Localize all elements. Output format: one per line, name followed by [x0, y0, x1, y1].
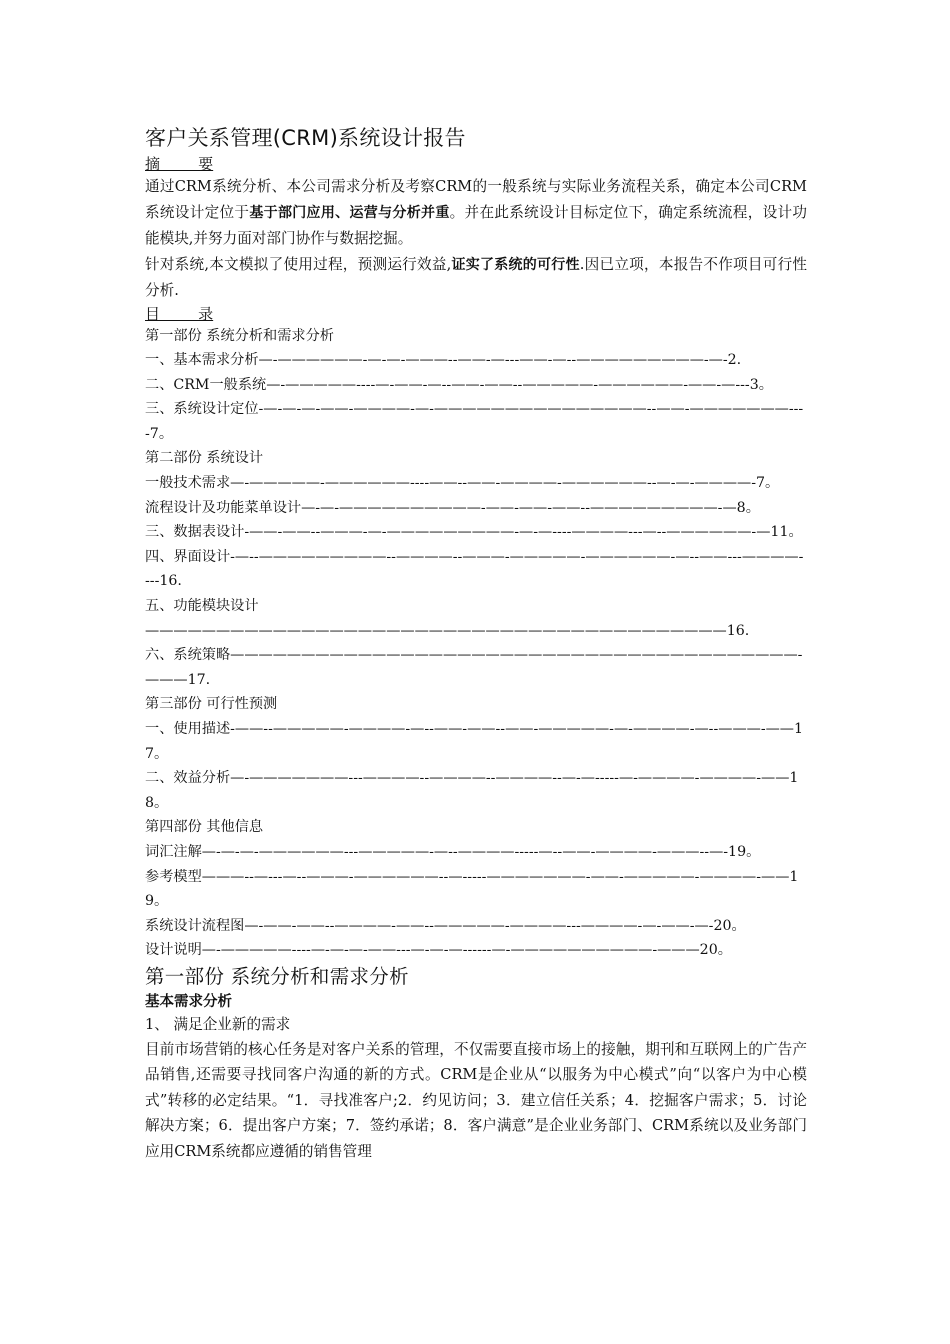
- toc-entry[interactable]: 词汇注解—-—-—-——————---—————-—--————-----—--——-————-———--—-19。: [145, 843, 761, 860]
- toc-entry[interactable]: 五、功能模块设计—————————————————————————————————————————16.: [145, 598, 750, 639]
- document-title: 客户关系管理(CRM)系统设计报告: [145, 126, 466, 150]
- toc-entry[interactable]: 流程设计及功能菜单设计—-—-——————————-——-——-——--—————————-—8。: [145, 499, 760, 516]
- toc-entry[interactable]: 六、系统策略————————————————————————————————————————-———17.: [145, 647, 803, 688]
- toc-label: 目 录: [145, 304, 214, 323]
- abstract-paragraph-1: [145, 174, 807, 252]
- toc-entry[interactable]: 三、数据表设计-——-——--———-—-—————————-—-—----————---—--——————-—11。: [145, 524, 803, 541]
- part1-heading: 第一部份 系统分析和需求分析: [145, 964, 409, 988]
- abstract-paragraph-2: [145, 252, 807, 304]
- sub-heading: 基本需求分析: [145, 993, 232, 1010]
- abstract-label: 摘 要: [145, 155, 214, 173]
- abstract-text: 。并在此系统设计目标定位下，确定系统流程，设计功能模块,并努力面对部门协作与数据挖掘。: [145, 203, 807, 247]
- toc-part: 第二部份 系统设计: [145, 450, 264, 467]
- toc-entry[interactable]: 一、基本需求分析—-——————-—-—-———--——-—---——-—--—————————-—-2.: [145, 352, 742, 369]
- toc-entry[interactable]: 二、CRM一般系统—-—————----—-——-—--——-——--—————-——————-——-—---3。: [145, 376, 773, 393]
- toc-part: 第三部份 可行性预测: [145, 696, 278, 713]
- toc-part: 第四部份 其他信息: [145, 819, 264, 836]
- toc-entry[interactable]: 三、系统设计定位-—-—-—-——-————-—-———————————————--——-———————----7。: [145, 401, 804, 442]
- toc-entry[interactable]: 四、界面设计-—--—————————--————--———-—————-——————-—--——---————----16.: [145, 548, 804, 590]
- toc-entry[interactable]: 系统设计流程图—-——-——--————-——--—————-————---————-—-——-—-20。: [145, 917, 746, 934]
- toc-entry[interactable]: 设计说明—-—————----—-—-—-——---—-—-—------—-——————————-———20。: [145, 942, 732, 959]
- abstract-text: .因已立项，本报告不作项目可行性分析.: [145, 255, 808, 299]
- toc-entry[interactable]: 二、效益分析—-———————---————--————--————--—-—-----—-————-————-——18。: [145, 770, 799, 811]
- abstract-text: 针对系统,本文模拟了使用过程，预测运行效益,: [145, 255, 452, 273]
- list-item: 1、 满足企业新的需求: [145, 1015, 291, 1033]
- document-page: [145, 122, 807, 1164]
- toc-entry[interactable]: 一般技术需求—-—————-——————----——--——-————-——————--—-—-————-7。: [145, 475, 780, 492]
- toc-entry[interactable]: 参考模型———--—---—--———-——————--—-----———————-——-—————-————-——19。: [145, 868, 799, 910]
- body-paragraph: 目前市场营销的核心任务是对客户关系的管理，不仅需要直接市场上的接触，期刊和互联网上的广告产品销售,还需要寻找同客户沟通的新的方式。CRM是企业从“以服务为中心模式”向“以客户为中心模式”转移的必定结果。“1．寻找准客户;2．约见访问；3．建立信任关系；4．挖掘客户需求；5．讨论解决方案；6．提出客户方案；7．签约承诺；8．客户满意”是企业业务部门、CRM系统以及业务部门应用CRM系统都应遵循的销售管理: [145, 1040, 807, 1160]
- toc-part: 第一部份 系统分析和需求分析: [145, 327, 334, 344]
- toc-entry[interactable]: 一、使用描述-——--—————-————-—--——-——--——-—————-—-————-—--———-——17。: [145, 721, 804, 762]
- abstract-emphasis: 证实了系统的可行性: [451, 256, 580, 273]
- abstract-text: 通过CRM系统分析、本公司需求分析及考察CRM的一般系统与实际业务流程关系，确定本公司CRM系统设计定位于: [145, 178, 807, 221]
- table-of-contents: [145, 324, 807, 963]
- abstract-emphasis: 基于部门应用、运营与分析并重: [249, 204, 450, 221]
